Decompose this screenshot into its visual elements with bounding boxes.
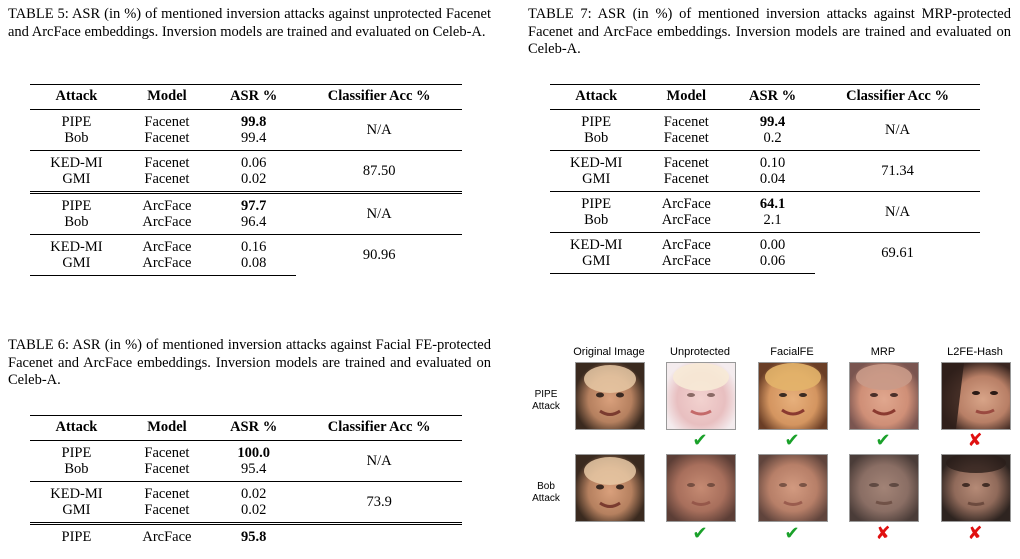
face-image-facialfe — [758, 454, 828, 522]
cell-acc: N/A — [815, 110, 980, 151]
cell-attack: KED-MI — [30, 151, 123, 172]
table6-caption: TABLE 6: ASR (in %) of mentioned inversion attacks against Facial FE-protected Facenet and ArcFace embeddings. Inversion models are trained and evaluated on Celeb-A. — [8, 337, 491, 388]
cross-icon: ✘ — [967, 430, 983, 450]
table7 — [550, 84, 980, 274]
col-attack: Attack — [30, 416, 123, 441]
cell-attack: PIPE — [30, 524, 123, 546]
check-icon: ✔ — [875, 430, 891, 450]
cell-model: Facenet — [144, 130, 190, 146]
col-asr: ASR % — [211, 416, 296, 441]
cell-acc: N/A — [815, 192, 980, 233]
cell-asr: 0.02 — [240, 502, 267, 518]
cell-attack: Bob — [64, 214, 89, 230]
col-classifier-acc: Classifier Acc % — [296, 85, 462, 110]
table-row — [30, 482, 462, 503]
cell-asr: 0.10 — [730, 151, 815, 172]
col-asr: ASR % — [211, 85, 296, 110]
cell-model: Facenet — [663, 130, 709, 146]
table-row — [550, 233, 980, 254]
cell-asr: 99.4 — [730, 110, 815, 131]
figure-col-label: Original Image — [573, 346, 645, 358]
cell-attack: GMI — [62, 502, 91, 518]
face-image-original — [575, 362, 645, 430]
cell-model: ArcFace — [642, 253, 730, 274]
face-image-mrp — [849, 362, 919, 430]
cell-acc: 87.50 — [296, 151, 462, 193]
cell-acc: 71.34 — [815, 151, 980, 192]
table-row — [30, 110, 462, 131]
cell-attack: Bob — [64, 130, 89, 146]
cell-acc: 73.9 — [296, 482, 462, 524]
cell-asr: 0.02 — [211, 482, 296, 503]
cell-model: ArcFace — [661, 212, 711, 228]
cell-model: Facenet — [144, 461, 190, 477]
col-attack: Attack — [30, 85, 123, 110]
cell-asr: 96.4 — [240, 214, 267, 230]
cell-acc: N/A — [296, 110, 462, 151]
cell-model: Facenet — [144, 502, 190, 518]
cell-model: ArcFace — [123, 255, 211, 276]
table-row — [30, 151, 462, 172]
figure-col-label: MRP — [870, 346, 896, 358]
col-model: Model — [123, 416, 211, 441]
cell-attack: Bob — [584, 212, 609, 228]
cell-asr: 0.02 — [240, 171, 267, 187]
face-image-facialfe — [758, 362, 828, 430]
col-model: Model — [642, 85, 730, 110]
cell-acc: N/A — [296, 193, 462, 235]
cell-model: Facenet — [144, 171, 190, 187]
table5 — [30, 84, 462, 276]
row-label-line: Bob — [537, 481, 555, 492]
table-row — [550, 192, 980, 213]
cell-model: ArcFace — [642, 233, 730, 254]
figure-col-label: L2FE-Hash — [947, 346, 1003, 358]
face-image-l2fe-hash — [941, 454, 1011, 522]
cell-attack: KED-MI — [30, 235, 123, 256]
table-row — [550, 110, 980, 131]
cell-attack: PIPE — [550, 110, 642, 131]
face-image-unprotected — [666, 454, 736, 522]
cell-model: Facenet — [642, 110, 730, 131]
cell-asr: 0.08 — [211, 255, 296, 276]
cell-asr: 0.00 — [730, 233, 815, 254]
cell-model: Facenet — [123, 151, 211, 172]
cell-attack: Bob — [64, 461, 89, 477]
cell-model: ArcFace — [123, 235, 211, 256]
cross-icon: ✘ — [967, 523, 983, 543]
check-icon: ✔ — [784, 523, 800, 543]
cell-model: Facenet — [123, 110, 211, 131]
cell-acc: 69.61 — [815, 233, 980, 274]
cell-attack: Bob — [584, 130, 609, 146]
cell-asr: 0.06 — [730, 253, 815, 274]
cell-attack: KED-MI — [550, 151, 642, 172]
figure-col-label: Unprotected — [670, 346, 730, 358]
face-image-mrp — [849, 454, 919, 522]
table7-caption: TABLE 7: ASR (in %) of mentioned inversion attacks against MRP-protected Facenet and ArcFace embeddings. Inversion models are trained and evaluated on Celeb-A. — [528, 6, 1011, 57]
cell-model: ArcFace — [123, 193, 211, 215]
cell-attack: GMI — [30, 255, 123, 276]
cell-model: Facenet — [123, 482, 211, 503]
cell-attack: GMI — [582, 171, 611, 187]
cell-model: ArcFace — [642, 192, 730, 213]
cell-attack: KED-MI — [30, 482, 123, 503]
cross-icon: ✘ — [875, 523, 891, 543]
col-model: Model — [123, 85, 211, 110]
cell-acc: 90.96 — [296, 235, 462, 276]
cell-attack: GMI — [550, 253, 642, 274]
cell-model: Facenet — [123, 441, 211, 462]
cell-model: ArcFace — [123, 524, 211, 546]
cell-attack: PIPE — [30, 193, 123, 215]
cell-asr: 64.1 — [730, 192, 815, 213]
cell-asr: 99.8 — [211, 110, 296, 131]
col-classifier-acc: Classifier Acc % — [815, 85, 980, 110]
row-label-line: Attack — [532, 401, 560, 412]
figure-row-label-pipe — [526, 389, 566, 413]
table-row — [30, 524, 462, 546]
col-attack: Attack — [550, 85, 642, 110]
check-icon: ✔ — [692, 523, 708, 543]
cell-attack: PIPE — [30, 441, 123, 462]
cell-model: ArcFace — [142, 214, 192, 230]
face-image-l2fe-hash — [941, 362, 1011, 430]
row-label-line: Attack — [532, 493, 560, 504]
col-classifier-acc: Classifier Acc % — [296, 416, 462, 441]
cell-model: Facenet — [663, 171, 709, 187]
cell-attack: GMI — [62, 171, 91, 187]
cell-asr: 2.1 — [763, 212, 782, 228]
row-label-line: PIPE — [534, 389, 558, 400]
cell-attack: PIPE — [30, 110, 123, 131]
face-image-unprotected — [666, 362, 736, 430]
cell-acc: N/A — [296, 441, 462, 482]
table-row — [30, 235, 462, 256]
cell-asr: 97.7 — [211, 193, 296, 215]
figure-row-label-bob — [526, 481, 566, 505]
cell-asr: 95.8 — [211, 524, 296, 546]
table-row — [30, 441, 462, 462]
table5-caption: TABLE 5: ASR (in %) of mentioned inversion attacks against unprotected Facenet and ArcFace embeddings. Inversion models are trained and evaluated on Celeb-A. — [8, 6, 491, 40]
cell-asr: 0.16 — [211, 235, 296, 256]
cell-attack: KED-MI — [550, 233, 642, 254]
check-icon: ✔ — [784, 430, 800, 450]
face-image-original — [575, 454, 645, 522]
col-asr: ASR % — [730, 85, 815, 110]
cell-asr: 99.4 — [240, 130, 267, 146]
cell-model: Facenet — [642, 151, 730, 172]
inversion-figure — [520, 342, 1016, 557]
table-row — [30, 193, 462, 215]
figure-col-label: FacialFE — [770, 346, 814, 358]
check-icon: ✔ — [692, 430, 708, 450]
table6 — [30, 415, 462, 545]
cell-asr: 0.04 — [759, 171, 786, 187]
cell-acc — [296, 524, 462, 546]
cell-attack: PIPE — [550, 192, 642, 213]
table-row — [550, 151, 980, 172]
cell-asr: 0.2 — [763, 130, 782, 146]
cell-asr: 100.0 — [211, 441, 296, 462]
cell-asr: 0.06 — [211, 151, 296, 172]
cell-asr: 95.4 — [240, 461, 267, 477]
